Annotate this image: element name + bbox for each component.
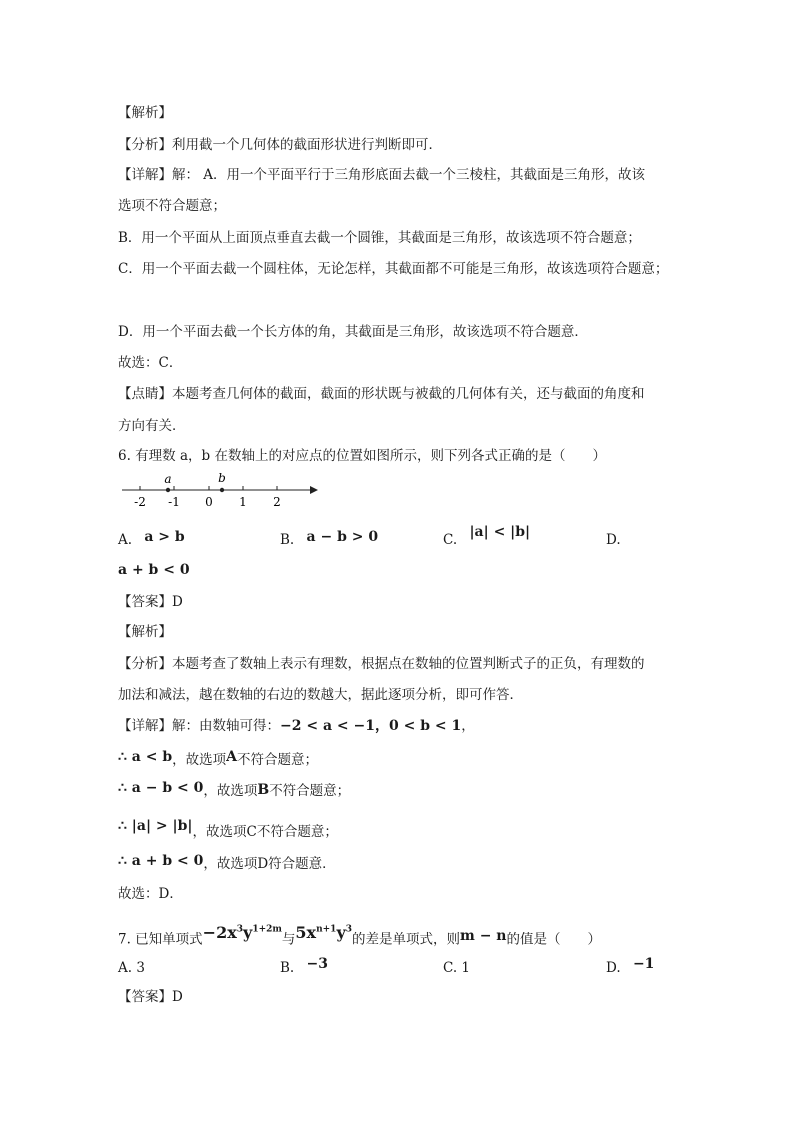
option-label: D. xyxy=(606,532,621,548)
option-label: B. xyxy=(280,960,295,976)
q7-mid: 与 xyxy=(281,931,296,948)
analysis-paragraph: 【分析】本题考查了数轴上表示有理数，根据点在数轴的位置判断式子的正负，有理数的 xyxy=(118,656,645,672)
option-math: −3 xyxy=(306,956,328,972)
q6-option-b xyxy=(280,530,378,550)
step-math: ∴ a < b xyxy=(118,749,173,765)
analysis-paragraph: 【分析】利用截一个几何体的截面形状进行判断即可． xyxy=(118,137,442,153)
step-3 xyxy=(118,818,338,842)
option-label: B. xyxy=(280,532,295,548)
step-text: ，故选项 xyxy=(172,752,227,768)
tick-label: 1 xyxy=(239,495,247,509)
monomial-2: $5x^{n+1}y^3$ xyxy=(295,923,352,943)
point-b-label: b xyxy=(218,471,226,485)
detail-prefix: 【详解】解：由数轴可得： xyxy=(118,718,280,734)
q7-option-d xyxy=(606,958,654,978)
q6-option-d xyxy=(606,530,621,550)
tick-label: 0 xyxy=(205,495,213,509)
q6-option-d-math xyxy=(118,560,190,580)
step-option: A xyxy=(226,749,237,765)
step-1 xyxy=(118,750,318,770)
step-option: B xyxy=(257,782,270,798)
number-line-arrow xyxy=(310,486,318,494)
q7-expression: m − n xyxy=(460,928,507,945)
analysis-paragraph-cont: 加法和减法，越在数轴的右边的数越大，据此逐项分析，即可作答． xyxy=(118,687,523,703)
q6-option-a xyxy=(118,530,185,550)
step-text: ，故选项 xyxy=(203,783,258,799)
detail-suffix: ， xyxy=(461,718,475,734)
comment-paragraph: 【点睛】本题考查几何体的截面，截面的形状既与被截的几何体有关，还与截面的角度和 xyxy=(118,386,645,402)
option-d-explanation: D．用一个平面去截一个长方体的角，其截面是三角形，故该选项不符合题意． xyxy=(118,324,588,340)
option-label: D. xyxy=(606,960,621,976)
option-c-explanation: C．用一个平面去截一个圆柱体，无论怎样，其截面都不可能是三角形，故该选项符合题意； xyxy=(118,261,669,277)
option-b-explanation: B．用一个平面从上面顶点垂直去截一个圆锥，其截面是三角形，故该选项不符合题意； xyxy=(118,230,641,246)
step-4 xyxy=(118,854,336,874)
tick-label: -2 xyxy=(134,495,146,509)
question-6: 6. 有理数 a，b 在数轴上的对应点的位置如图所示，则下列各式正确的是（ ） xyxy=(118,448,606,464)
option-math: a > b xyxy=(144,529,185,545)
tick-label: 2 xyxy=(273,495,281,509)
option-label: A. xyxy=(118,532,133,548)
tick-label: -1 xyxy=(168,495,180,509)
point-a xyxy=(166,488,170,492)
question-7 xyxy=(118,925,601,949)
number-line-figure xyxy=(118,468,320,512)
step-tail: 不符合题意； xyxy=(237,752,318,768)
choice-statement: 故选：D． xyxy=(118,886,183,902)
q7-post: 的差是单项式，则 xyxy=(352,931,460,948)
answer-6: 【答案】D xyxy=(118,594,183,610)
q7-end: 的值是（ ） xyxy=(506,931,601,948)
option-math: a − b > 0 xyxy=(306,529,379,545)
option-math: a + b < 0 xyxy=(118,562,190,578)
detail-paragraph-cont: 选项不符合题意； xyxy=(118,198,226,214)
q7-option-c: C. 1 xyxy=(443,960,471,976)
comment-paragraph-cont: 方向有关． xyxy=(118,418,186,434)
number-line-ticks xyxy=(140,486,277,490)
option-math: |a| < |b| xyxy=(469,524,531,540)
detail-paragraph: 【详解】解： A．用一个平面平行于三角形底面去截一个三棱柱，其截面是三角形，故该 xyxy=(118,167,646,183)
step-math: ∴ a − b < 0 xyxy=(118,780,204,796)
q6-option-c xyxy=(443,524,531,550)
choice-statement: 故选：C． xyxy=(118,355,183,371)
section-heading-analysis: 【解析】 xyxy=(118,105,172,121)
step-tail: 不符合题意； xyxy=(269,783,351,799)
q7-option-b xyxy=(280,958,328,978)
detail-math: −2 < a < −1，0 < b < 1 xyxy=(280,718,462,734)
q7-prefix: 7. 已知单项式 xyxy=(118,931,203,948)
section-heading-analysis: 【解析】 xyxy=(118,624,172,640)
point-a-label: a xyxy=(164,472,172,486)
step-text: ，故选项C不符合题意； xyxy=(192,824,338,840)
step-text: ，故选项D符合题意． xyxy=(203,856,336,872)
detail-line xyxy=(118,716,475,736)
answer-7: 【答案】D xyxy=(118,989,183,1005)
step-math: ∴ a + b < 0 xyxy=(118,853,204,869)
option-math: −1 xyxy=(632,956,655,972)
step-2 xyxy=(118,781,350,801)
step-math: ∴ |a| > |b| xyxy=(118,818,193,834)
option-label: C. xyxy=(443,532,458,548)
monomial-1: $-2x^3y^{1+2m}$ xyxy=(202,923,282,943)
point-b xyxy=(220,488,224,492)
q7-option-a: A. 3 xyxy=(118,960,145,976)
